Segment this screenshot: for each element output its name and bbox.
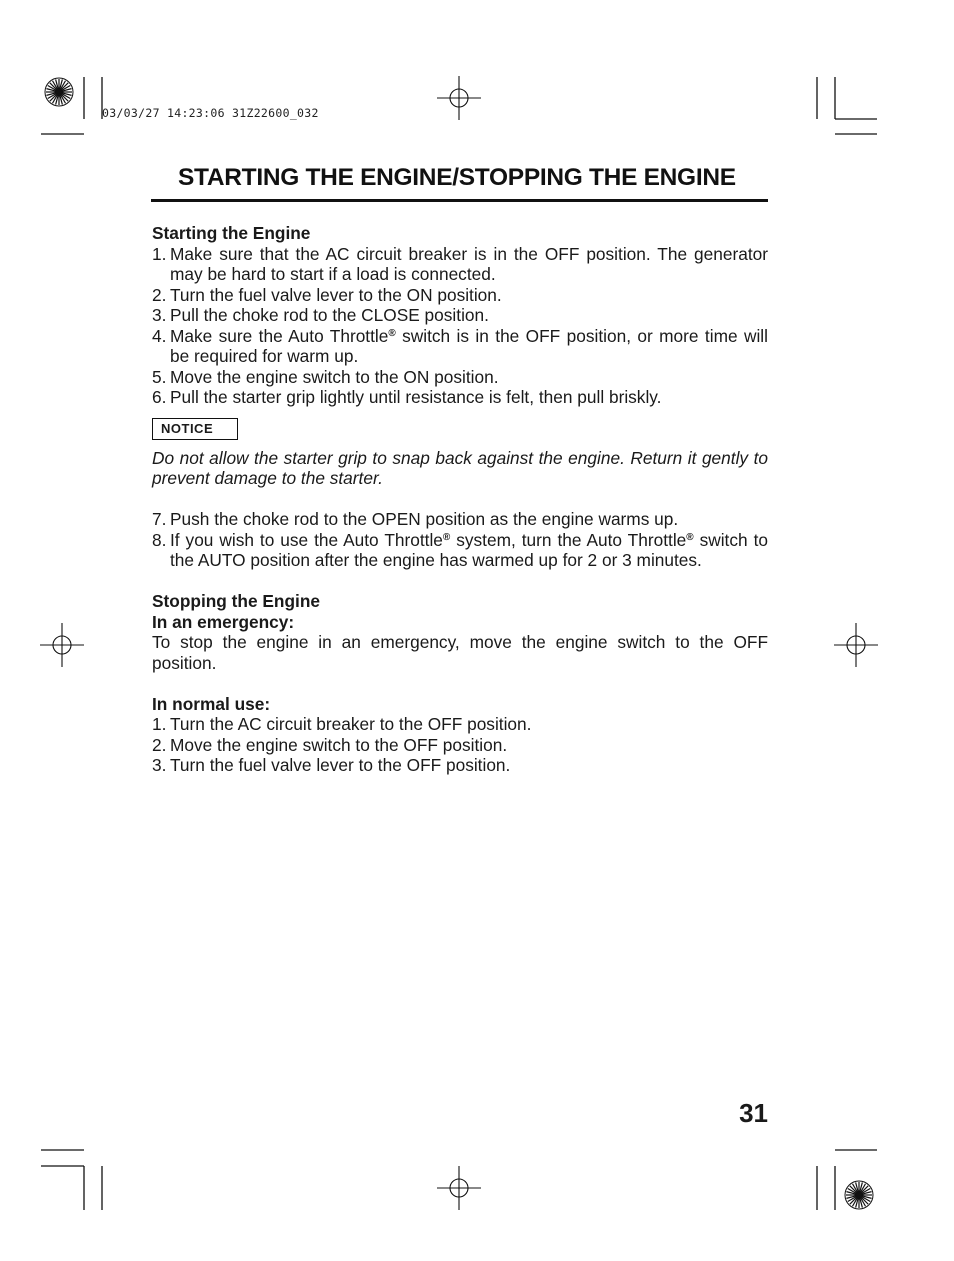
list-item: 6. Pull the starter grip lightly until resistance is felt, then pull briskly. xyxy=(152,387,662,407)
subheading-normal-use: In normal use: xyxy=(152,693,271,714)
section-heading-starting: Starting the Engine xyxy=(152,223,311,243)
notice-text: Do not allow the starter grip to snap back against the engine. Return it gently to prevent damage to the starter. xyxy=(152,447,768,488)
print-timestamp: 03/03/27 14:23:06 31Z22600_032 xyxy=(102,106,319,120)
page-number: 31 xyxy=(739,1098,768,1128)
list-item: 1. Turn the AC circuit breaker to the OFF position. xyxy=(152,714,532,734)
crosshair-left xyxy=(40,623,84,667)
list-item: 5. Move the engine switch to the ON position. xyxy=(152,366,499,387)
crosshair-bottom xyxy=(437,1166,481,1210)
list-item: 2. Turn the fuel valve lever to the ON position. xyxy=(152,284,502,305)
page-content xyxy=(152,223,768,776)
registered-mark: ® xyxy=(442,531,451,543)
list-item: 3. Pull the choke rod to the CLOSE position. xyxy=(152,305,489,325)
registered-mark: ® xyxy=(388,327,396,339)
emergency-text: To stop the engine in an emergency, move the engine switch to the OFF position. xyxy=(152,632,768,673)
registered-mark: ® xyxy=(686,531,694,543)
list-item: 1. Make sure that the AC circuit breaker is in the OFF position. The generator may be hard to start if a load is connected. xyxy=(152,243,768,284)
list-item: 8. If you wish to use the Auto Throttle® system, turn the Auto Throttle® switch to the AUTO position after the engine has warmed up for 2 or 3 minutes. xyxy=(152,529,768,570)
section-heading-stopping: Stopping the Engine xyxy=(152,591,320,611)
starburst-target-top-left xyxy=(45,78,73,106)
list-item: 4. Make sure the Auto Throttle® switch is in the OFF position, or more time will be required for warm up. xyxy=(152,325,768,366)
crosshair-top xyxy=(437,76,481,120)
title-divider xyxy=(151,199,768,202)
page-title: STARTING THE ENGINE/STOPPING THE ENGINE xyxy=(178,164,736,191)
subheading-emergency: In an emergency: xyxy=(152,611,295,632)
list-item: 7. Push the choke rod to the OPEN position as the engine warms up. xyxy=(152,509,679,529)
list-item: 3. Turn the fuel valve lever to the OFF position. xyxy=(152,755,511,775)
crosshair-right xyxy=(834,623,878,667)
list-item: 2. Move the engine switch to the OFF position. xyxy=(152,734,508,755)
notice-label: NOTICE xyxy=(152,418,238,440)
starburst-target-bottom-right xyxy=(845,1181,873,1209)
